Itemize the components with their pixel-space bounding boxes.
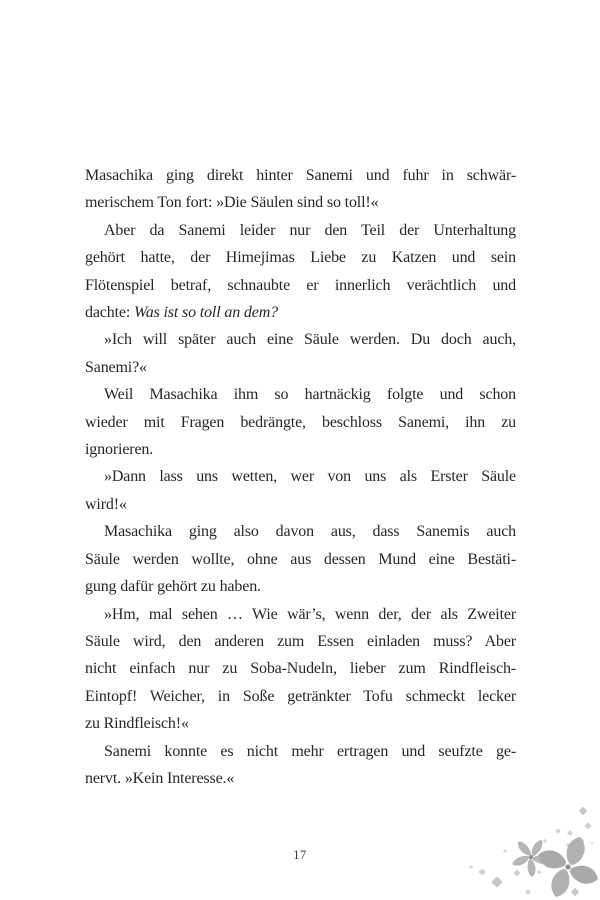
paragraph [85, 518, 516, 600]
paragraph [85, 381, 516, 463]
text-block [85, 162, 516, 792]
text-line [85, 162, 516, 189]
text-line [85, 299, 516, 326]
text-line [85, 491, 516, 518]
text-segment: Eintopf! Weicher, in Soße getränkter Tofu schmeckt lecker [85, 687, 516, 705]
text-segment: wieder mit Fragen bedrängte, beschloss Sanemi, ihn zu [85, 413, 516, 431]
text-line [85, 244, 516, 271]
paragraph [85, 601, 516, 738]
text-segment: dachte: [85, 304, 134, 322]
text-segment: merischem Ton fort: »Die Säulen sind so toll!« [85, 194, 379, 212]
text-line [85, 326, 516, 353]
text-segment: Flötenspiel betraf, schnaubte er innerlich verächtlich und [85, 276, 516, 294]
text-segment: nicht einfach nur zu Soba-Nudeln, lieber zum Rindfleisch- [85, 660, 516, 678]
text-segment: gung dafür gehört zu haben. [85, 578, 261, 596]
text-segment: Säule wird, den anderen zum Essen einladen muss? Aber [85, 632, 516, 650]
text-segment: Sanemi?« [85, 358, 147, 376]
text-line [85, 272, 516, 299]
text-line [85, 546, 516, 573]
text-line [85, 683, 516, 710]
text-segment: nervt. »Kein Interesse.« [85, 769, 235, 787]
text-segment: Sanemi konnte es nicht mehr ertragen und seufzte ge- [104, 742, 516, 760]
text-line [85, 381, 516, 408]
text-line [85, 573, 516, 600]
text-line [85, 738, 516, 765]
text-line [85, 710, 516, 737]
text-line [85, 601, 516, 628]
text-line [85, 189, 516, 216]
text-line [85, 765, 516, 792]
paragraph [85, 217, 516, 327]
text-segment: gehört hatte, der Himejimas Liebe zu Katzen und sein [85, 249, 516, 267]
text-line [85, 409, 516, 436]
paragraph [85, 463, 516, 518]
text-segment: Weil Masachika ihm so hartnäckig folgte und schon [104, 386, 516, 404]
text-line [85, 436, 516, 463]
pinwheels-decoration [450, 805, 600, 900]
text-line [85, 463, 516, 490]
text-line [85, 518, 516, 545]
text-segment: »Ich will später auch eine Säule werden. Du doch auch, [104, 331, 516, 349]
text-segment: Säule werden wollte, ohne aus dessen Mund eine Bestäti- [85, 550, 516, 568]
text-segment: wird!« [85, 495, 127, 513]
text-line [85, 655, 516, 682]
text-segment: Masachika ging also davon aus, dass Sanemis auch [104, 523, 516, 541]
text-line [85, 354, 516, 381]
text-segment: zu Rindfleisch!« [85, 715, 189, 733]
italic-text: Was ist so toll an dem? [134, 304, 278, 322]
text-segment: Masachika ging direkt hinter Sanemi und fuhr in schwär- [85, 167, 516, 184]
text-segment: ignorieren. [85, 441, 154, 459]
text-line [85, 628, 516, 655]
paragraph [85, 738, 516, 793]
text-segment: Aber da Sanemi leider nur den Teil der Unterhaltung [104, 221, 516, 239]
text-segment: »Hm, mal sehen … Wie wär’s, wenn der, der als Zweiter [104, 605, 516, 623]
large-pinwheel-icon [529, 828, 600, 900]
text-segment: »Dann lass uns wetten, wer von uns als Erster Säule [104, 468, 516, 486]
paragraph [85, 326, 516, 381]
paragraph [85, 162, 516, 217]
page-number: 17 [293, 848, 307, 862]
text-line [85, 217, 516, 244]
